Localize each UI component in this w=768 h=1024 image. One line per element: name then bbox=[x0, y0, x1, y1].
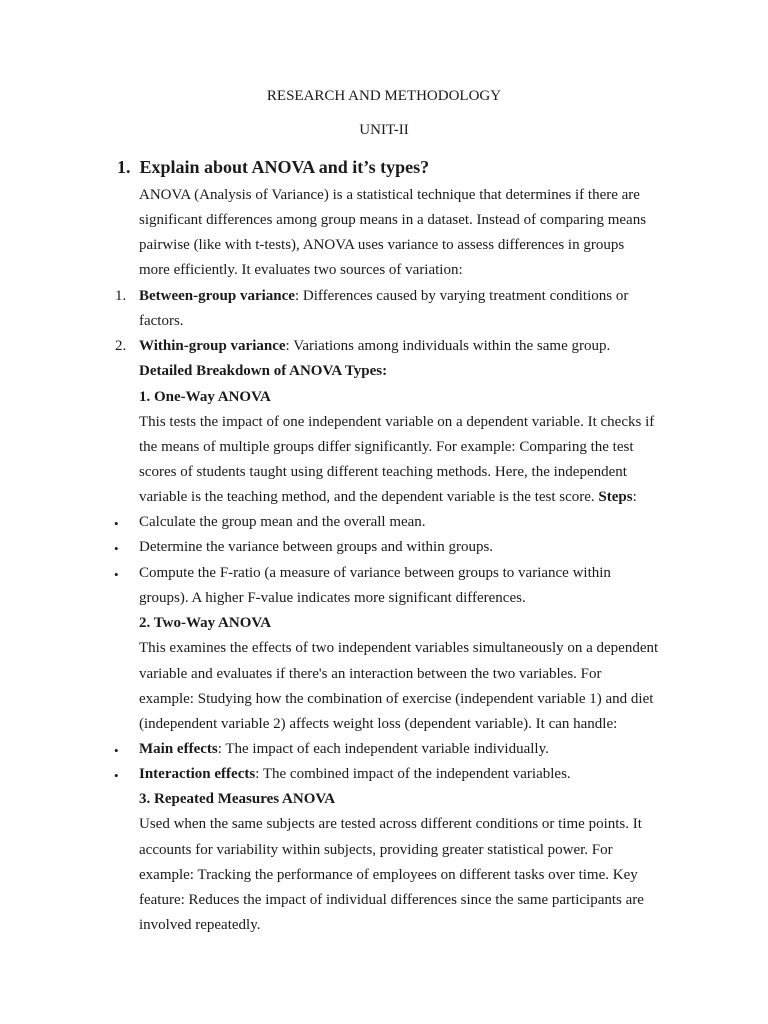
text-line: Used when the same subjects are tested across different conditions or time points. It bbox=[139, 816, 642, 832]
question-number: 1. bbox=[117, 157, 131, 177]
bullet-icon: • bbox=[114, 541, 119, 556]
text-line: (independent variable 2) affects weight loss (dependent variable). It can handle: bbox=[139, 716, 618, 732]
list-number: 2. bbox=[115, 338, 127, 354]
text-line: scores of students taught using different teaching methods. Here, the independent bbox=[139, 464, 627, 480]
term: Between-group variance bbox=[139, 288, 295, 304]
text-line: feature: Reduces the impact of individual differences since the same participants are bbox=[139, 892, 644, 908]
text-line: accounts for variability within subjects, providing greater statistical power. For bbox=[139, 842, 613, 858]
document-title: RESEARCH AND METHODOLOGY bbox=[266, 88, 502, 104]
section-heading: 2. Two-Way ANOVA bbox=[139, 615, 272, 631]
list-item-continuation: factors. bbox=[139, 313, 184, 329]
list-item: Interaction effects: The combined impact of the independent variables. bbox=[139, 766, 571, 782]
text-line: example: Tracking the performance of employees on different tasks over time. Key bbox=[139, 867, 638, 883]
term: Within-group variance bbox=[139, 338, 286, 354]
bullet-icon: • bbox=[114, 516, 119, 531]
list-item: Between-group variance: Differences caused by varying treatment conditions or bbox=[139, 288, 629, 304]
text-line: This examines the effects of two independent variables simultaneously on a dependent bbox=[139, 640, 659, 656]
text-line: significant differences among group means in a dataset. Instead of comparing means bbox=[139, 212, 647, 228]
term: Main effects bbox=[139, 741, 218, 757]
steps-label: Steps bbox=[598, 489, 633, 505]
breakdown-heading: Detailed Breakdown of ANOVA Types: bbox=[139, 363, 388, 379]
text-line: variable is the teaching method, and the dependent variable is the test score. Steps: bbox=[139, 489, 637, 505]
section-heading: 1. One-Way ANOVA bbox=[139, 389, 271, 405]
bullet-icon: • bbox=[114, 768, 119, 783]
list-item: Main effects: The impact of each independent variable individually. bbox=[139, 741, 549, 757]
text-line: ANOVA (Analysis of Variance) is a statistical technique that determines if there are bbox=[139, 187, 640, 203]
bullet-icon: • bbox=[114, 567, 119, 582]
list-item: Determine the variance between groups and within groups. bbox=[139, 539, 494, 555]
unit-label: UNIT-II bbox=[359, 122, 409, 138]
list-number: 1. bbox=[115, 288, 127, 304]
term: Interaction effects bbox=[139, 766, 256, 782]
list-item: Calculate the group mean and the overall mean. bbox=[139, 514, 426, 530]
section-heading: 3. Repeated Measures ANOVA bbox=[139, 791, 336, 807]
question-heading bbox=[117, 157, 429, 178]
text-line: the means of multiple groups differ significantly. For example: Comparing the test bbox=[139, 439, 634, 455]
text-line: involved repeatedly. bbox=[139, 917, 261, 933]
text-line: pairwise (like with t-tests), ANOVA uses variance to assess differences in groups bbox=[139, 237, 625, 253]
list-item: Within-group variance: Variations among individuals within the same group. bbox=[139, 338, 611, 354]
text-line: example: Studying how the combination of exercise (independent variable 1) and diet bbox=[139, 691, 654, 707]
text-line: This tests the impact of one independent variable on a dependent variable. It checks if bbox=[139, 414, 655, 430]
list-item: Compute the F-ratio (a measure of variance between groups to variance within bbox=[139, 565, 611, 581]
question-text: Explain about ANOVA and it’s types? bbox=[139, 157, 430, 177]
bullet-icon: • bbox=[114, 743, 119, 758]
text-line: variable and evaluates if there's an interaction between the two variables. For bbox=[139, 666, 602, 682]
text-line: more efficiently. It evaluates two sources of variation: bbox=[139, 262, 463, 278]
list-item-continuation: groups). A higher F-value indicates more significant differences. bbox=[139, 590, 526, 606]
